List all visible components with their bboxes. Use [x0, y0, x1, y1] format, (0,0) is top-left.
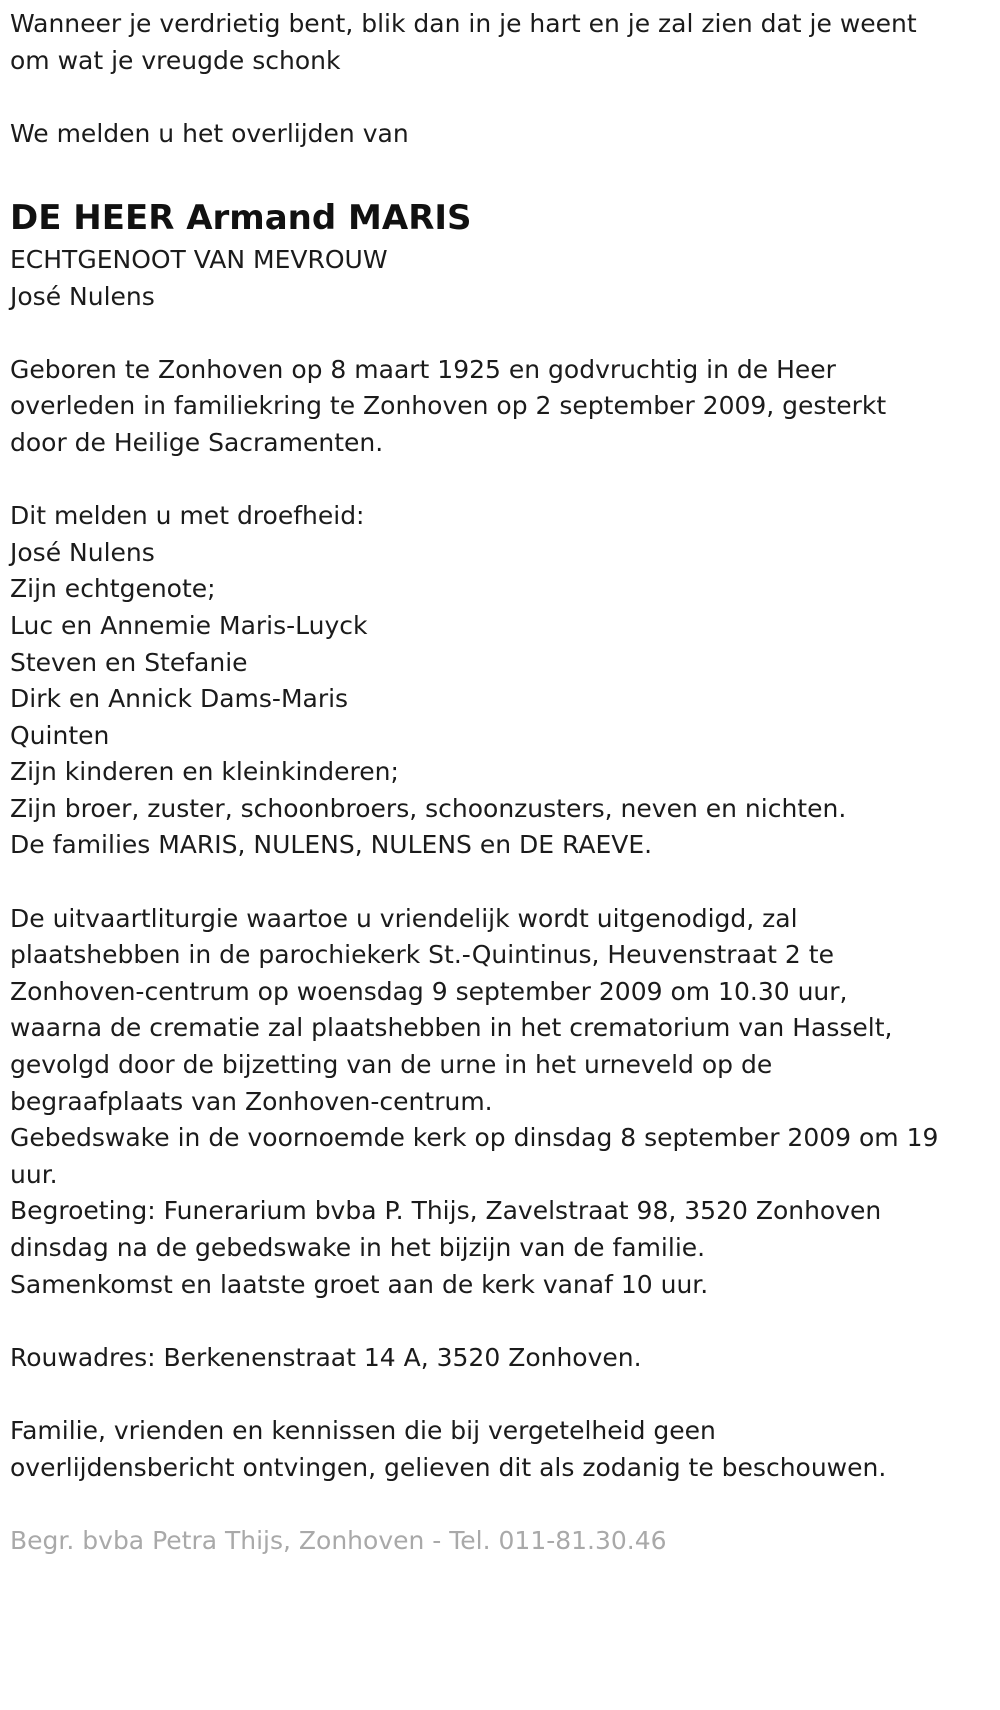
mourners-line: Steven en Stefanie — [10, 647, 248, 677]
mourners-line: Zijn broer, zuster, schoonbroers, schoonzusters, neven en nichten. — [10, 793, 847, 823]
opening-quote — [10, 6, 995, 79]
birth-death-line: overleden in familiekring te Zonhoven op 2 september 2009, gesterkt — [10, 391, 887, 421]
birth-death-paragraph — [10, 352, 995, 462]
mourners-line: José Nulens — [10, 537, 155, 567]
spacer — [10, 152, 995, 189]
mourners-line: Luc en Annemie Maris-Luyck — [10, 610, 368, 640]
spacer — [10, 1303, 995, 1340]
mourners-line: Zijn echtgenote; — [10, 574, 216, 604]
spacer — [10, 1486, 995, 1523]
funeral-line: begraafplaats van Zonhoven-centrum. — [10, 1086, 493, 1116]
mourners-line: Quinten — [10, 720, 110, 750]
address-line: Rouwadres: Berkenenstraat 14 A, 3520 Zonhoven. — [10, 1342, 642, 1372]
closing-notice — [10, 1413, 995, 1486]
mourners-line: De families MARIS, NULENS, NULENS en DE RAEVE. — [10, 830, 653, 860]
funeral-line: Samenkomst en laatste groet aan de kerk vanaf 10 uur. — [10, 1269, 709, 1299]
mourning-address — [10, 1340, 995, 1377]
spacer — [10, 864, 995, 901]
spouse-info — [10, 242, 995, 315]
funeral-home-footer — [10, 1523, 995, 1560]
funeral-line: dinsdag na de gebedswake in het bijzijn van de familie. — [10, 1233, 706, 1262]
spacer — [10, 315, 995, 352]
notice-line: Familie, vrienden en kennissen die bij vergetelheid geen — [10, 1415, 716, 1445]
birth-death-line: Geboren te Zonhoven op 8 maart 1925 en godvruchtig in de Heer — [10, 354, 836, 384]
funeral-line: Zonhoven-centrum op woensdag 9 september 2009 om 10.30 uur, — [10, 976, 848, 1006]
spouse-title: ECHTGENOOT VAN MEVROUW — [10, 244, 388, 274]
funeral-line: Begroeting: Funerarium bvba P. Thijs, Zavelstraat 98, 3520 Zonhoven — [10, 1196, 882, 1226]
quote-line: om wat je vreugde schonk — [10, 45, 341, 75]
funeral-line: uur. — [10, 1159, 58, 1189]
spacer — [10, 79, 995, 116]
mourners-line: Dit melden u met droefheid: — [10, 501, 365, 531]
funeral-line: De uitvaartliturgie waartoe u vriendelijk wordt uitgenodigd, zal — [10, 903, 798, 933]
spouse-name: José Nulens — [10, 281, 155, 311]
intro-text — [10, 116, 995, 153]
deceased-name: DE HEER Armand MARIS — [10, 197, 472, 238]
notice-line: overlijdensbericht ontvingen, gelieven dit als zodanig te beschouwen. — [10, 1452, 887, 1482]
funeral-line: waarna de crematie zal plaatshebben in het crematorium van Hasselt, — [10, 1013, 893, 1043]
spacer — [10, 462, 995, 499]
funeral-line: plaatshebben in de parochiekerk St.-Quintinus, Heuvenstraat 2 te — [10, 940, 834, 970]
death-notice — [10, 6, 995, 1559]
quote-line: Wanneer je verdrietig bent, blik dan in je hart en je zal zien dat je weent — [10, 9, 917, 38]
intro-line: We melden u het overlijden van — [10, 118, 409, 148]
funeral-line: Gebedswake in de voornoemde kerk op dinsdag 8 september 2009 om 19 — [10, 1123, 939, 1153]
mourners-line: Dirk en Annick Dams-Maris — [10, 684, 349, 714]
funeral-details — [10, 901, 995, 1304]
birth-death-line: door de Heilige Sacramenten. — [10, 427, 384, 457]
spacer — [10, 1376, 995, 1413]
mourners-list — [10, 498, 995, 864]
mourners-line: Zijn kinderen en kleinkinderen; — [10, 757, 399, 787]
footer-line: Begr. bvba Petra Thijs, Zonhoven - Tel. 011-81.30.46 — [10, 1525, 667, 1555]
funeral-line: gevolgd door de bijzetting van de urne in het urneveld op de — [10, 1050, 773, 1080]
